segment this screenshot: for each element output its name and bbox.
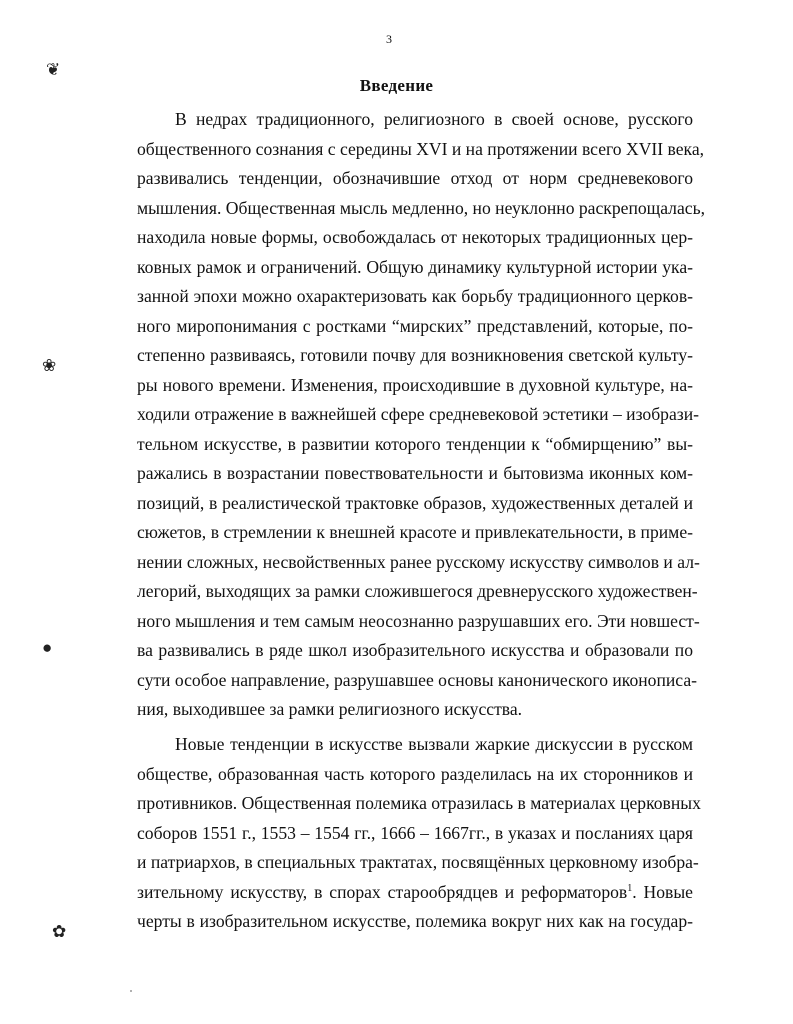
text-line: противников. Общественная полемика отразилась в материалах церковных	[137, 793, 701, 813]
text-line: находила новые формы, освобождалась от некоторых традиционных цер-	[137, 227, 693, 247]
text-line: сути особое направление, разрушавшее основы канонического иконописа-	[137, 670, 697, 690]
text-line: и патриархов, в специальных трактатах, посвящённых церковному изобра-	[137, 852, 699, 872]
text-line: ного миропонимания с ростками “мирских” представлений, которые, по-	[137, 316, 693, 336]
text-line: ры нового времени. Изменения, происходившие в духовной культуре, на-	[137, 375, 693, 395]
text-line: развивались тенденции, обозначившие отход от норм средневекового	[137, 168, 693, 188]
text-line: общественного сознания с середины XVI и на протяжении всего XVII века,	[137, 139, 705, 159]
margin-mark-icon: ✿	[52, 922, 67, 941]
text-line: обществе, образованная часть которого разделилась на их сторонников и	[137, 764, 693, 784]
text-line: соборов 1551 г., 1553 – 1554 гг., 1666 – 1667гг., в указах и посланиях царя	[137, 823, 693, 843]
text-line	[137, 881, 693, 903]
text-line: ражались в возрастании повествовательности и бытовизма иконных ком-	[137, 463, 693, 483]
text-line: ходили отражение в важнейшей сфере средневековой эстетики – изобрази-	[137, 404, 699, 424]
text-line: Новые тенденции в искусстве вызвали жаркие дискуссии в русском	[175, 734, 693, 754]
text-segment: зительному искусству, в спорах старообрядцев и реформаторов	[137, 882, 628, 902]
text-segment: . Новые	[632, 882, 693, 902]
text-line: занной эпохи можно охарактеризовать как борьбу традиционного церков-	[137, 286, 693, 306]
text-line: степенно развиваясь, готовили почву для возникновения светской культу-	[137, 345, 693, 365]
margin-mark-icon: ❦	[46, 60, 61, 79]
page-number: 3	[386, 32, 392, 46]
text-line: легорий, выходящих за рамки сложившегося древнерусского художествен-	[137, 581, 698, 601]
text-line: ного мышления и тем самым неосознанно разрушавших его. Эти новшест-	[137, 611, 700, 631]
margin-mark-icon: ●	[42, 638, 53, 657]
scan-speck	[130, 990, 132, 992]
text-line: ва развивались в ряде школ изобразительного искусства и образовали по	[137, 640, 693, 660]
text-line: сюжетов, в стремлении к внешней красоте и привлекательности, в приме-	[137, 522, 693, 542]
text-line: тельном искусстве, в развитии которого тенденции к “обмирщению” вы-	[137, 434, 693, 454]
text-line: ния, выходившее за рамки религиозного искусства.	[137, 699, 523, 719]
text-line: нении сложных, несвойственных ранее русскому искусству символов и ал-	[137, 552, 700, 572]
text-line: ковных рамок и ограничений. Общую динамику культурной истории ука-	[137, 257, 693, 277]
margin-mark-icon: ❀	[42, 356, 57, 375]
text-line: черты в изобразительном искусстве, полемика вокруг них как на государ-	[137, 911, 693, 931]
text-line: мышления. Общественная мысль медленно, но неуклонно раскрепощалась,	[137, 198, 705, 218]
section-heading: Введение	[359, 76, 434, 95]
text-line: позиций, в реалистической трактовке образов, художественных деталей и	[137, 493, 693, 513]
text-line: В недрах традиционного, религиозного в своей основе, русского	[175, 109, 693, 129]
footnote-ref[interactable]: 1	[627, 883, 633, 895]
